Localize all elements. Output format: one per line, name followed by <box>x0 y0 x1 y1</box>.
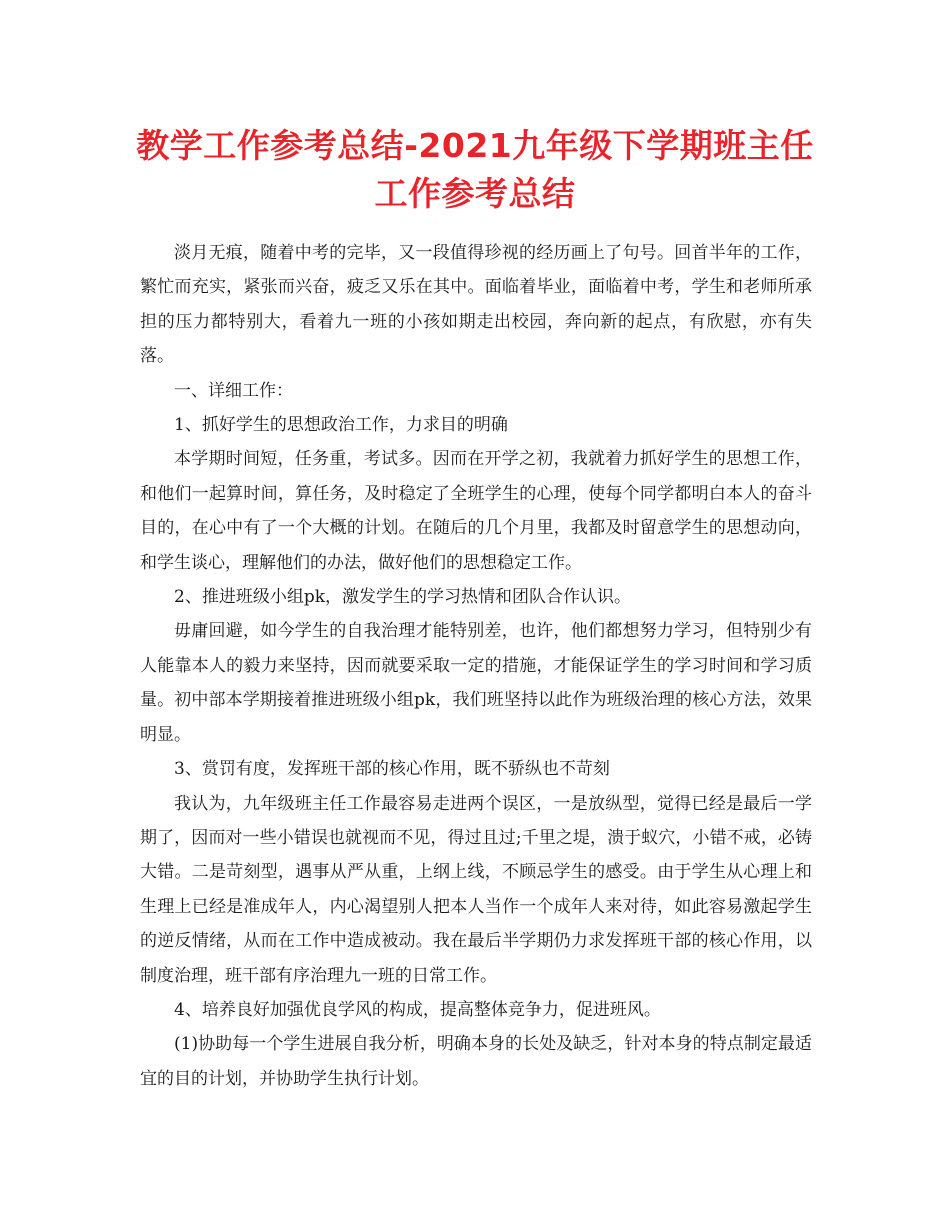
document-body <box>140 236 812 1096</box>
heading-section-1: 一、详细工作： <box>174 380 293 401</box>
paragraph-item-4-1: (1)协助每一个学生进展自我分析，明确本身的长处及缺乏，针对本身的特点制定最适宜的目的计划，并协助学生执行计划。 <box>140 1034 812 1089</box>
document-title: 教学工作参考总结-2021九年级下学期班主任工作参考总结 <box>136 126 814 213</box>
heading-item-4: 4、培养良好加强优良学风的构成，提高整体竞争力，促进班风。 <box>174 999 661 1020</box>
paragraph-item-3: 我认为，九年级班主任工作最容易走进两个误区，一是放纵型，觉得已经是最后一学期了，因而对一些小错误也就视而不见，得过且过;千里之堤，溃于蚁穴，小错不戒，必铸大错。二是苛刻型，遇事从严从重，上纲上线，不顾忌学生的感受。由于学生从心理上和生理上已经是准成年人，内心渴望别人把本人当作一个成年人来对待，如此容易激起学生的逆反情绪，从而在工作中造成被动。我在最后半学期仍力求发挥班干部的核心作用，以制度治理，班干部有序治理九一班的日常工作。 <box>140 793 812 986</box>
heading-item-1: 1、抓好学生的思想政治工作，力求目的明确 <box>174 415 508 436</box>
paragraph-item-1: 本学期时间短，任务重，考试多。因而在开学之初，我就着力抓好学生的思想工作，和他们一起算时间，算任务，及时稳定了全班学生的心理，使每个同学都明白本人的奋斗目的，在心中有了一个大概的计划。在随后的几个月里，我都及时留意学生的思想动向，和学生谈心，理解他们的办法，做好他们的思想稳定工作。 <box>140 449 812 573</box>
paragraph-item-2: 毋庸回避，如今学生的自我治理才能特别差，也许，他们都想努力学习，但特别少有人能靠本人的毅力来坚持，因而就要采取一定的措施，才能保证学生的学习时间和学习质量。初中部本学期接着推进班级小组pk，我们班坚持以此作为班级治理的核心方法，效果明显。 <box>140 621 812 745</box>
heading-item-2: 2、推进班级小组pk，激发学生的学习热情和团队合作认识。 <box>174 587 631 608</box>
heading-item-3: 3、赏罚有度，发挥班干部的核心作用，既不骄纵也不苛刻 <box>174 759 610 780</box>
paragraph-intro: 淡月无痕，随着中考的完毕，又一段值得珍视的经历画上了句号。回首半年的工作，繁忙而充实，紧张而兴奋，疲乏又乐在其中。面临着毕业，面临着中考，学生和老师所承担的压力都特别大，看着九一班的小孩如期走出校园，奔向新的起点，有欣慰，亦有失落。 <box>140 243 812 367</box>
